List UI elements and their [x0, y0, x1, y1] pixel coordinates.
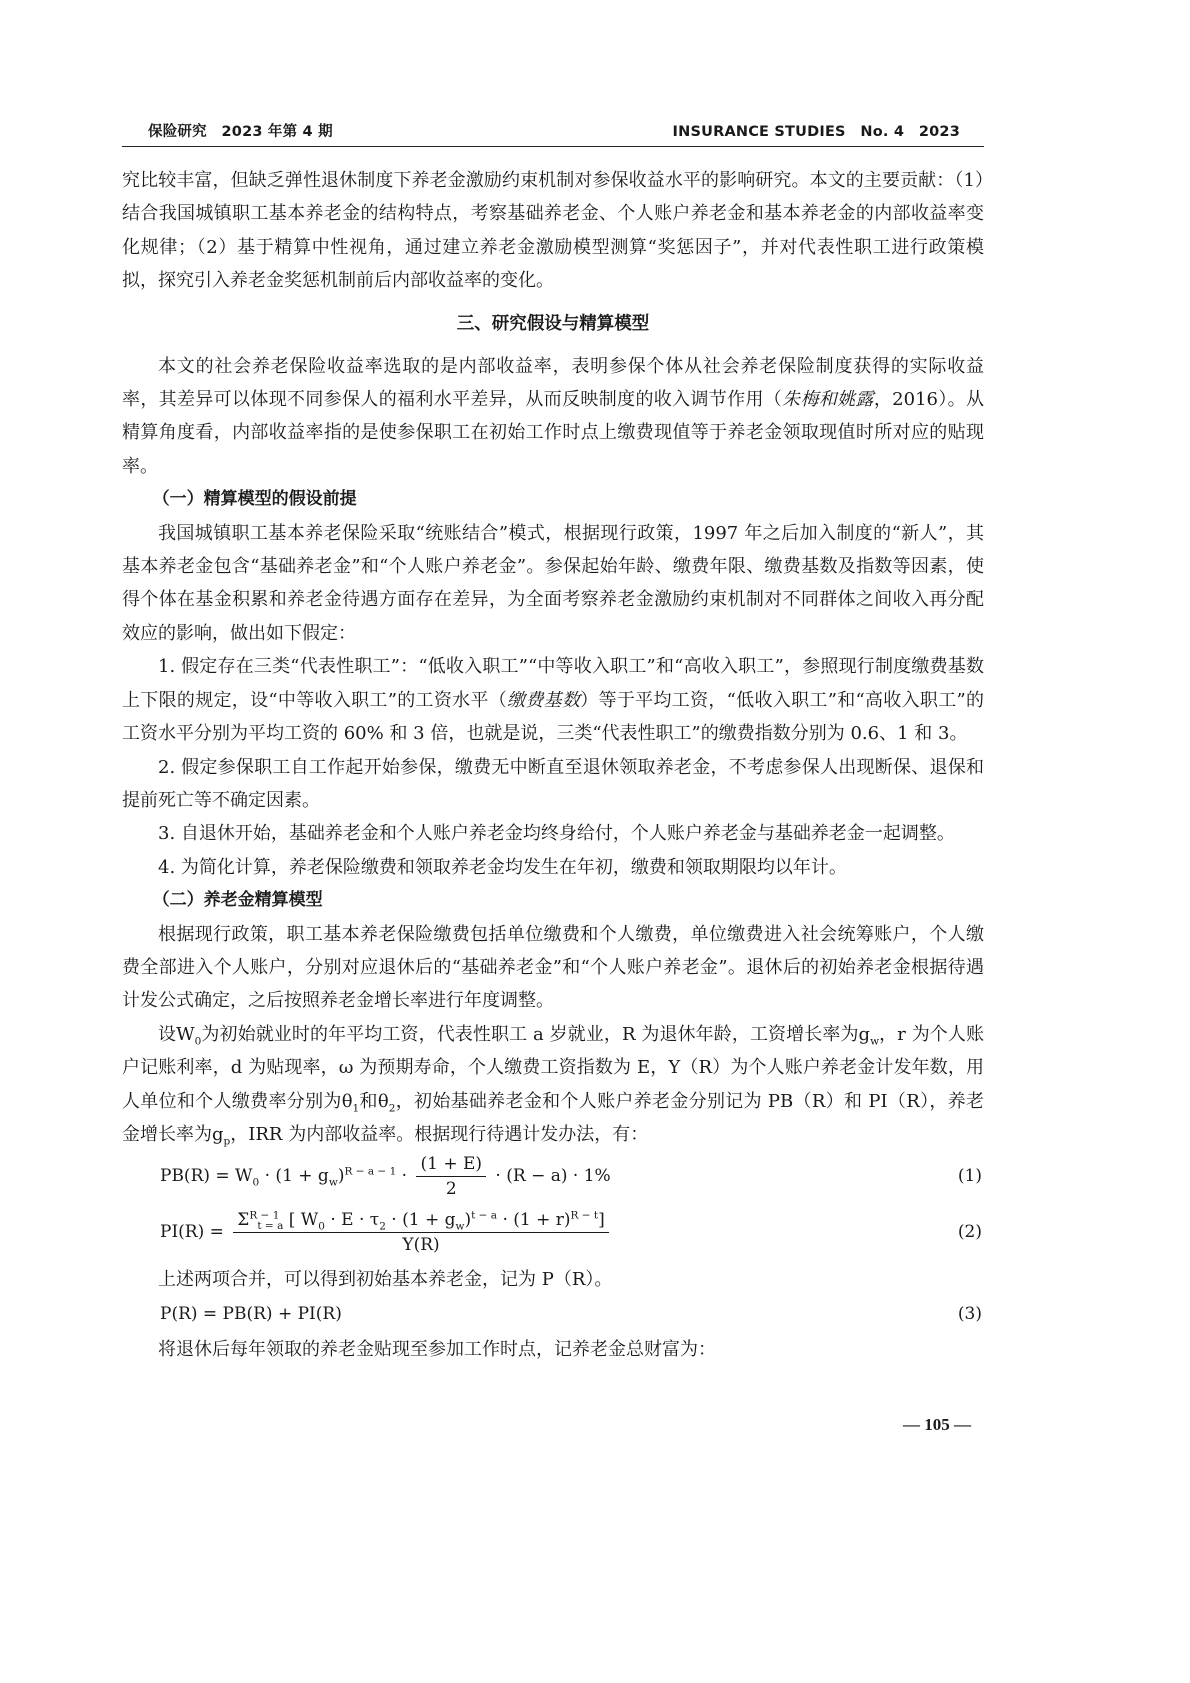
equation-2: [122, 1201, 984, 1263]
equation-3-number: (3): [957, 1304, 982, 1325]
subsection-heading-assumptions: （一）精算模型的假设前提: [152, 489, 357, 510]
equation-3-body: P(R) = PB(R) + PI(R): [160, 1304, 342, 1325]
assumptions-paragraph: 我国城镇职工基本养老保险采取“统账结合”模式，根据现行政策，1997 年之后加入制度的“新人”，其基本养老金包含“基础养老金”和“个人账户养老金”。参保起始年龄、缴费年限、缴费基数及指数等因素，使得个体在基金积累和养老金待遇方面存在差异，为全面考察养老金激励约束机制对不同群体之间收入再分配效应的影响，做出如下假定：: [122, 522, 984, 644]
citation-authors: 朱梅和姚露: [782, 389, 874, 411]
equation-1: [122, 1151, 984, 1201]
section-heading: 三、研究假设与精算模型: [456, 313, 650, 334]
assumption-item-1: 1. 假定存在三类“代表性职工”：“低收入职工”“中等收入职工”和“高收入职工”，参照现行制度缴费基数上下限的规定，设“中等收入职工”的工资水平（缴费基数）等于平均工资，“低收入职工”和“高收入职工”的工资水平分别为平均工资的 60% 和 3 倍，也就是说，三类“代表性职工”的缴费指数分别为 0.6、1 和 3。: [122, 656, 985, 745]
assumption-item-2: 2. 假定参保职工自工作起开始参保，缴费无中断直至退休领取养老金，不考虑参保人出现断保、退保和提前死亡等不确定因素。: [122, 756, 984, 811]
equation-1-number: (1): [957, 1165, 982, 1186]
header-rule: [122, 146, 984, 147]
equation-1-fraction: $\frac{(1 + E)}{2}$: [416, 1154, 486, 1199]
inline-italic-note: 缴费基数: [507, 689, 581, 711]
model-paragraph-3: 上述两项合并，可以得到初始基本养老金，记为 P（R）。: [158, 1269, 613, 1291]
assumption-item-4: 4. 为简化计算，养老保险缴费和领取养老金均发生在年初，缴费和领取期限均以年计。: [158, 856, 847, 878]
assumption-item-3: 3. 自退休开始，基础养老金和个人账户养老金均终身给付，个人账户养老金与基础养老金一起调整。: [158, 823, 955, 845]
equation-2-number: (2): [957, 1221, 982, 1242]
equation-2-body: PI(R) = $\frac{\Sigma^{R - 1}_{t = a} [ W_0 \cdot E \cdot \tau_2 \cdot (1 + g_w)^{t - a} \cdot (1 + r)^{R - t}]}{Y(R)}$: [160, 1210, 613, 1255]
model-paragraph-1: 根据现行政策，职工基本养老保险缴费包括单位缴费和个人缴费，单位缴费进入社会统筹账户，个人缴费全部进入个人账户，分别对应退休后的“基础养老金”和“个人账户养老金”。退休后的初始养老金根据待遇计发公式确定，之后按照养老金增长率进行年度调整。: [122, 923, 984, 1012]
model-paragraph-4: 将退休后每年领取的养老金贴现至参加工作时点，记养老金总财富为：: [158, 1338, 716, 1360]
article-body: [122, 164, 984, 1366]
intro-paragraph-tail: 究比较丰富，但缺乏弹性退休制度下养老金激励约束机制对参保收益水平的影响研究。本文的主要贡献：（1）结合我国城镇职工基本养老金的结构特点，考察基础养老金、个人账户养老金和基本养老金的内部收益率变化规律；（2）基于精算中性视角，通过建立养老金激励模型测算“奖惩因子”，并对代表性职工进行政策模拟，探究引入养老金奖惩机制前后内部收益率的变化。: [122, 170, 984, 292]
page-number: — 105 —: [903, 1415, 971, 1434]
equation-2-fraction: $\frac{\Sigma^{R - 1}_{t = a} [ W_0 \cdot E \cdot \tau_2 \cdot (1 + g_w)^{t - a} \cdot (1 + r)^{R - t}]}{Y(R)}$: [233, 1210, 609, 1255]
running-header-journal: 保险研究 2023 年第 4 期: [148, 124, 333, 140]
equation-3: [122, 1297, 984, 1333]
subsection-heading-model: （二）养老金精算模型: [152, 890, 323, 911]
running-header-english: INSURANCE STUDIES No. 4 2023: [672, 124, 960, 140]
section-intro-paragraph: 本文的社会养老保险收益率选取的是内部收益率，表明参保个体从社会养老保险制度获得的实际收益率，其差异可以体现不同参保人的福利水平差异，从而反映制度的收入调节作用（朱梅和姚露，2016）。从精算角度看，内部收益率指的是使参保职工在初始工作时点上缴费现值等于养老金领取现值时所对应的贴现率。: [122, 355, 985, 477]
equation-1-body: $PB(R) = W_0 \cdot (1 + g_w)^{R - a - 1}$ · $\frac{(1 + E)}{2}$ · (R − a) · 1%: [160, 1153, 611, 1199]
model-paragraph-2: 设$W_0$为初始就业时的年平均工资，代表性职工 a 岁就业，R 为退休年龄，工资增长率为$g_w$，r 为个人账户记账利率，d 为贴现率，ω 为预期寿命，个人缴费工资指数为 E，Y（R）为个人账户养老金计发年数，用人单位和个人缴费率分别为$\theta_1$和$\theta_2$，初始基础养老金和个人账户养老金分别记为 PB（R）和 PI（R），养老金增长率为$g_p$，IRR 为内部收益率。根据现行待遇计发办法，有：: [122, 1023, 985, 1148]
